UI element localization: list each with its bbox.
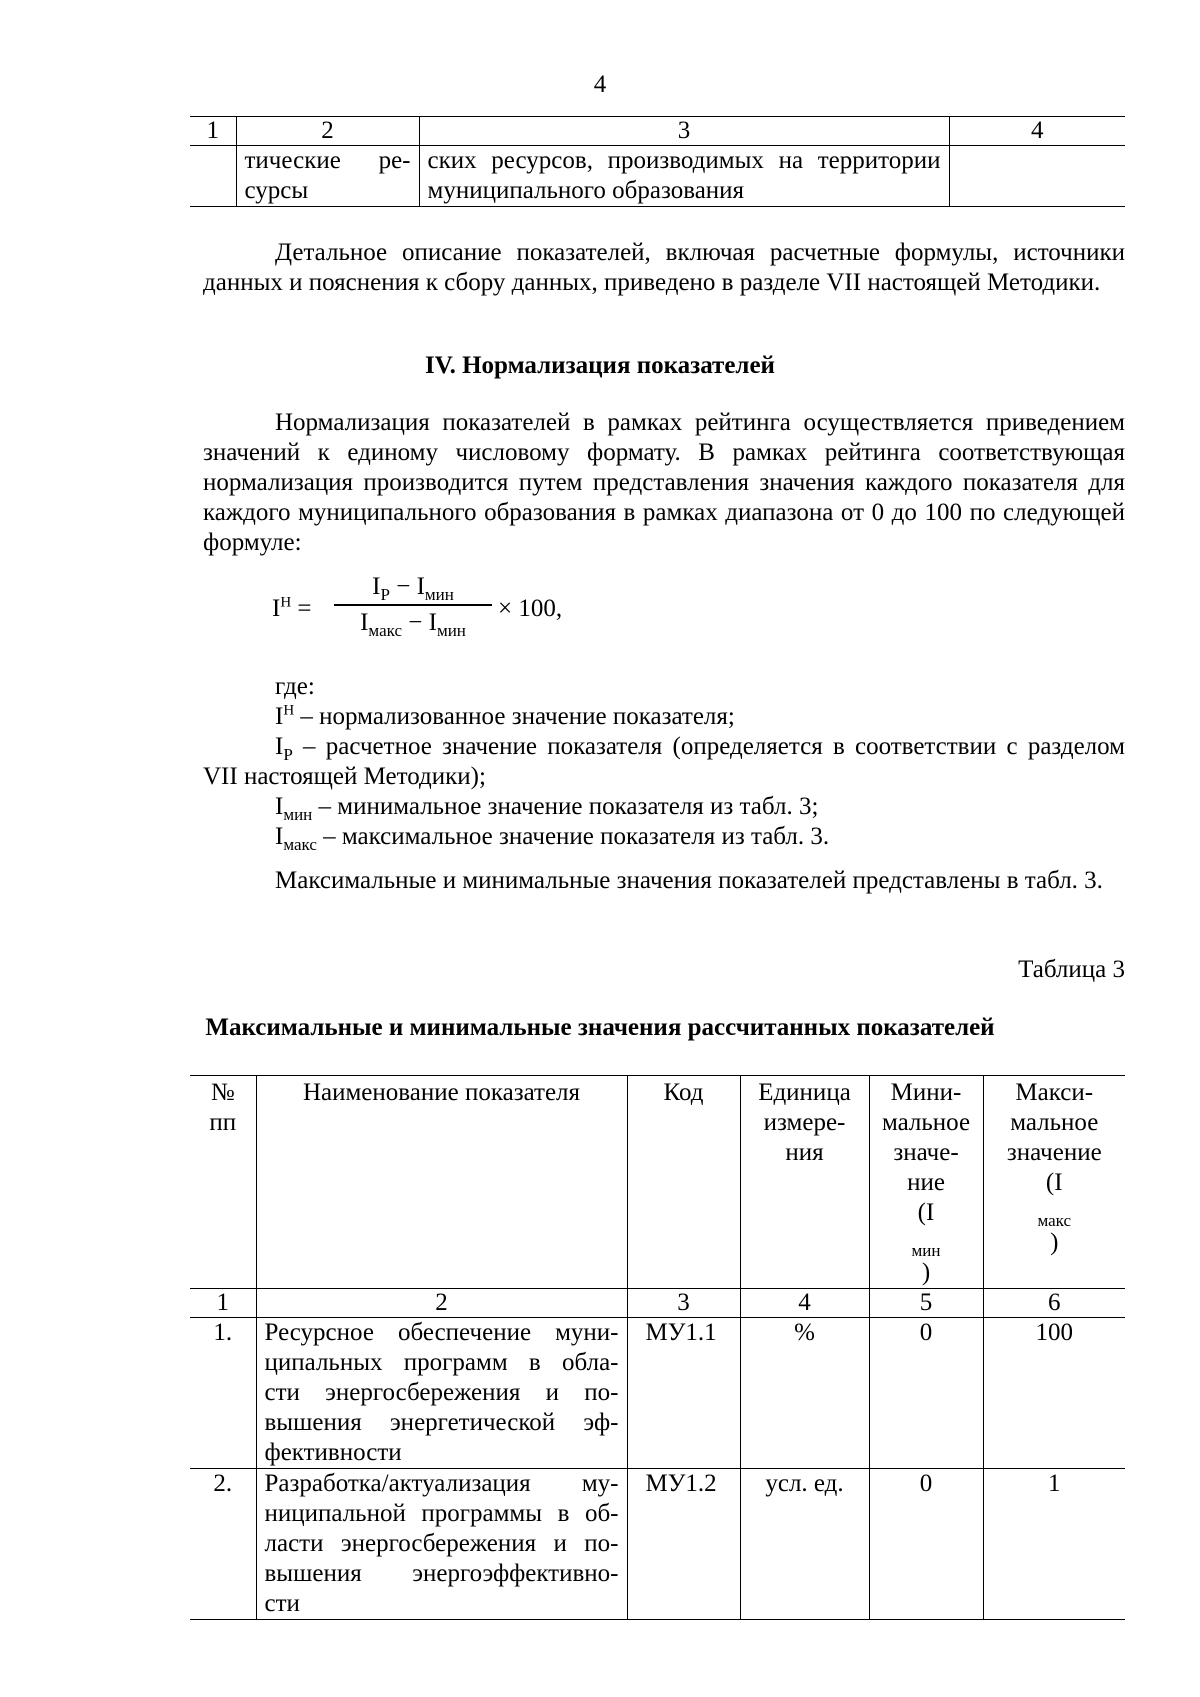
- header-sub: макс: [1037, 1211, 1072, 1230]
- formula-lhs: [272, 594, 312, 624]
- section-heading: IV. Нормализация показателей: [425, 352, 775, 379]
- column-number: 5: [869, 1289, 983, 1318]
- column-number: 1: [190, 1289, 256, 1318]
- formula-symbol: I: [372, 573, 381, 600]
- table-header-row: [190, 1076, 1125, 1289]
- table-cell: [190, 146, 236, 207]
- row-min: 0: [869, 1469, 983, 1620]
- row-code: МУ1.1: [627, 1318, 740, 1469]
- formula-minus: −: [408, 609, 423, 636]
- paragraph-minmax: Максимальные и минимальные значения показателей представлены в табл. 3.: [275, 867, 1103, 894]
- formula-denominator: [334, 606, 492, 638]
- definitions-list: [203, 672, 1125, 852]
- header-line: ние: [907, 1169, 945, 1196]
- def-sub: Р: [283, 745, 293, 764]
- table-cell: [949, 146, 1125, 207]
- formula-equals: =: [297, 595, 312, 622]
- header-cell: 2: [236, 117, 419, 146]
- def-sup: Н: [283, 702, 295, 719]
- column-number: 4: [740, 1289, 869, 1318]
- header-symbol: (I: [1045, 1169, 1063, 1196]
- name-line: ниципальной программы в об-: [264, 1500, 619, 1527]
- def-text: – минимальное значение показателя из табл. 3;: [312, 793, 819, 820]
- header-cell: 4: [949, 117, 1125, 146]
- def-sub: макс: [283, 835, 317, 854]
- definitions-where: где:: [275, 673, 315, 700]
- def-symbol: I: [275, 793, 284, 820]
- page-number: 4: [593, 71, 607, 98]
- name-line: Ресурсное обеспечение муни-: [264, 1319, 619, 1346]
- header-name: Наименование показателя: [256, 1076, 627, 1289]
- cell-line: муниципального образования: [427, 177, 745, 204]
- header-max: [983, 1076, 1125, 1289]
- name-line: сти: [264, 1590, 300, 1617]
- row-number: 2.: [190, 1469, 256, 1620]
- formula-rhs: × 100,: [498, 595, 563, 622]
- header-line: мальное: [1010, 1109, 1099, 1136]
- header-line: значе-: [893, 1139, 959, 1166]
- name-line: ласти энергосбережения и по-: [264, 1530, 619, 1557]
- name-line: сти энергосбережения и по-: [264, 1379, 619, 1406]
- formula-symbol: I: [428, 609, 437, 636]
- def-text: – нормализованное значение показателя;: [294, 703, 735, 730]
- column-number: 3: [627, 1289, 740, 1318]
- column-number: 6: [983, 1289, 1125, 1318]
- table-row: [190, 1469, 1125, 1620]
- header-line: Единица: [758, 1079, 851, 1106]
- formula-symbol: I: [360, 609, 369, 636]
- table-label: Таблица 3: [1018, 956, 1125, 983]
- cell-line: ских ресурсов, производимых на территории: [427, 147, 941, 174]
- continuation-table-header: [190, 117, 1125, 146]
- table-row: [190, 146, 1125, 207]
- def-symbol: I: [275, 823, 284, 850]
- header-cell: 1: [190, 117, 236, 146]
- header-line: ния: [785, 1139, 824, 1166]
- definition-item: [203, 732, 1125, 792]
- formula-sub: макс: [368, 621, 402, 640]
- header-paren: ): [921, 1259, 931, 1286]
- definition-item: [203, 792, 1125, 822]
- header-line: [878, 1198, 975, 1288]
- header-num: [190, 1076, 256, 1289]
- paragraph-detail: Детальное описание показателей, включая расчетные формулы, источники данных и пояснения к сбору данных, приведено в разделе VII настоящей Методики.: [203, 239, 1125, 296]
- header-line: пп: [209, 1109, 237, 1136]
- header-code: Код: [627, 1076, 740, 1289]
- header-line: [992, 1168, 1118, 1258]
- def-text: – максимальное значение показателя из табл. 3.: [316, 823, 830, 850]
- name-line: Разработка/актуализация му-: [264, 1470, 619, 1497]
- cell-line: тические ре-: [244, 147, 411, 174]
- formula-minus: −: [396, 573, 411, 600]
- row-number: 1.: [190, 1318, 256, 1469]
- formula-numerator: [334, 572, 492, 604]
- formula-sub: мин: [436, 621, 466, 640]
- continuation-table: [190, 116, 1125, 207]
- header-min: [869, 1076, 983, 1289]
- name-line: вышения энергоэффективно-: [264, 1560, 619, 1587]
- header-unit: [740, 1076, 869, 1289]
- header-cell: 3: [419, 117, 949, 146]
- header-line: мальное: [881, 1109, 971, 1136]
- table-row: [190, 1318, 1125, 1469]
- formula-sub: мин: [424, 585, 454, 604]
- name-line: ципальных программ в обла-: [264, 1349, 619, 1376]
- formula-sup: Н: [280, 594, 292, 611]
- row-name: [256, 1318, 627, 1469]
- column-number: 2: [256, 1289, 627, 1318]
- def-symbol: I: [275, 733, 284, 760]
- column-number-row: [190, 1289, 1125, 1318]
- header-line: Мини-: [890, 1079, 962, 1106]
- header-paren: ): [1050, 1229, 1059, 1256]
- row-name: [256, 1469, 627, 1620]
- formula-symbol: I: [416, 573, 425, 600]
- table-cell: [236, 146, 419, 207]
- row-max: 100: [983, 1318, 1125, 1469]
- def-sub: мин: [283, 805, 313, 824]
- def-symbol: I: [275, 703, 284, 730]
- header-line: Макси-: [1015, 1079, 1094, 1106]
- def-text: – расчетное значение показателя (определяется в соответствии с разделом VII настоящей Методики);: [203, 733, 1125, 790]
- row-min: 0: [869, 1318, 983, 1469]
- name-line: фективности: [264, 1439, 402, 1466]
- definition-item: [203, 702, 1125, 732]
- header-symbol: (I: [917, 1199, 935, 1226]
- header-sub: мин: [911, 1241, 941, 1260]
- minmax-table: [190, 1075, 1125, 1620]
- formula-sub: Р: [380, 585, 390, 604]
- definition-item: [203, 822, 1125, 852]
- row-code: МУ1.2: [627, 1469, 740, 1620]
- name-line: вышения энергетической эф-: [264, 1409, 619, 1436]
- header-line: №: [210, 1079, 235, 1106]
- row-unit: усл. ед.: [740, 1469, 869, 1620]
- table-cell: [419, 146, 949, 207]
- header-line: значение: [1006, 1139, 1102, 1166]
- cell-line: сурсы: [244, 177, 309, 204]
- row-unit: %: [740, 1318, 869, 1469]
- header-line: измере-: [763, 1109, 846, 1136]
- formula-symbol: I: [272, 595, 281, 622]
- table-title: Максимальные и минимальные значения рассчитанных показателей: [205, 1014, 995, 1041]
- paragraph-normalization: Нормализация показателей в рамках рейтинга осуществляется приведением значений к единому числовому формату. В рамках рейтинга соответствующая нормализация производится путем представления значения каждого показателя для каждого муниципального образования в рамках диапазона от 0 до 100 по следующей формуле:: [203, 409, 1125, 556]
- formula-fraction: [334, 572, 492, 638]
- row-max: 1: [983, 1469, 1125, 1620]
